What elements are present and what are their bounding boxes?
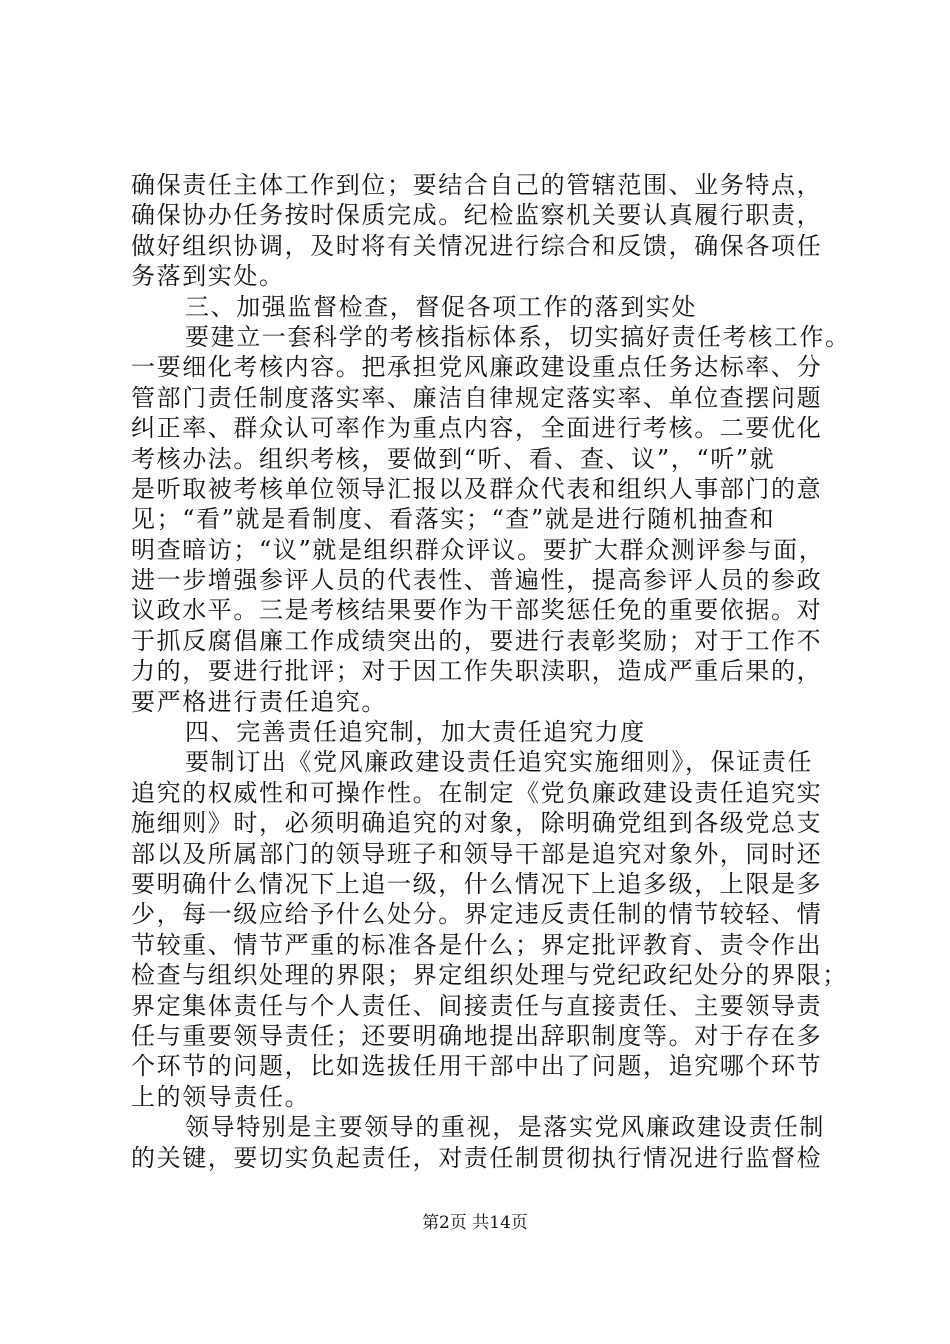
page-footer: 第2页 共14页: [422, 1213, 528, 1233]
text-line: 少，每一级应给予什么处分。界定违反责任制的情节较轻、情: [131, 900, 823, 929]
text-line: 议政水平。三是考核结果要作为干部奖惩任免的重要依据。对: [131, 596, 823, 625]
text-line: 要严格进行责任追究。: [131, 687, 387, 716]
text-line: 务落到实处。: [131, 262, 285, 291]
text-line: 确保协办任务按时保质完成。纪检监察机关要认真履行职责，: [131, 201, 823, 230]
text-line: 确保责任主体工作到位；要结合自己的管辖范围、业务特点，: [131, 171, 823, 199]
text-line: 界定集体责任与个人责任、间接责任与直接责任、主要领导责: [131, 991, 823, 1020]
text-line: 见；“看”就是看制度、看落实；“查”就是进行随机抽查和: [131, 505, 776, 534]
text-line: 要制订出《党风廉政建设责任追究实施细则》，保证责任: [185, 748, 813, 777]
text-line: 追究的权威性和可操作性。在制定《党负廉政建设责任追究实: [131, 778, 823, 807]
text-line: 施细则》时，必须明确追究的对象，除明确党组到各级党总支: [131, 809, 823, 838]
text-line: 三、加强监督检查，督促各项工作的落到实处: [185, 292, 697, 321]
text-line: 做好组织协调，及时将有关情况进行综合和反馈，确保各项任: [131, 231, 823, 260]
text-line: 节较重、情节严重的标准各是什么；界定批评教育、责令作出: [131, 930, 823, 959]
document-body: [131, 170, 851, 1173]
text-line: 于抓反腐倡廉工作成绩突出的，要进行表彰奖励；对于工作不: [131, 626, 823, 655]
text-line: 明查暗访；“议”就是组织群众评议。要扩大群众测评参与面，: [131, 535, 825, 564]
text-line: 要建立一套科学的考核指标体系，切实搞好责任考核工作。: [185, 322, 851, 351]
text-line: 纠正率、群众认可率作为重点内容，全面进行考核。二要优化: [131, 414, 823, 443]
text-line: 一要细化考核内容。把承担党风廉政建设重点任务达标率、分: [131, 353, 823, 382]
text-line: 任与重要领导责任；还要明确地提出辞职制度等。对于存在多: [131, 1021, 823, 1050]
text-line: 考核办法。组织考核，要做到“听、看、查、议”，“听”就: [131, 444, 776, 473]
text-line: 是听取被考核单位领导汇报以及群众代表和组织人事部门的意: [131, 474, 823, 503]
text-line: 力的，要进行批评；对于因工作失职渎职，造成严重后果的，: [131, 657, 823, 686]
text-line: 个环节的问题，比如选拔任用干部中出了问题，追究哪个环节: [131, 1052, 823, 1081]
text-line: 检查与组织处理的界限；界定组织处理与党纪政纪处分的界限；: [131, 961, 848, 990]
text-line: 进一步增强参评人员的代表性、普遍性，提高参评人员的参政: [131, 566, 823, 595]
text-line: 部以及所属部门的领导班子和领导干部是追究对象外，同时还: [131, 839, 823, 868]
text-line: 管部门责任制度落实率、廉洁自律规定落实率、单位查摆问题: [131, 383, 823, 412]
text-line: 领导特别是主要领导的重视，是落实党风廉政建设责任制: [185, 1113, 825, 1142]
text-line: 上的领导责任。: [131, 1082, 311, 1111]
text-line: 四、完善责任追究制，加大责任追究力度: [185, 718, 646, 747]
text-line: 的关键，要切实负起责任，对责任制贯彻执行情况进行监督检: [131, 1143, 823, 1172]
text-line: 要明确什么情况下上追一级，什么情况下上追多级，上限是多: [131, 869, 823, 898]
